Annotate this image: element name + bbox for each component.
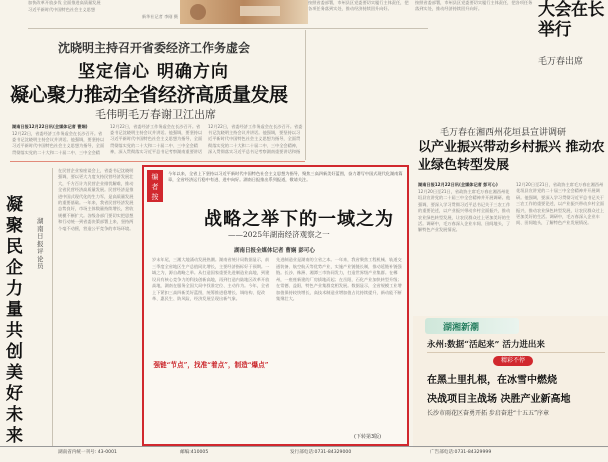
feature-byline: 湖南日报全媒体记者 曹娴 彭可心 [234,248,315,254]
commentary-label: 湖南日报评论员 [37,217,44,270]
feature-body-left: 岁末年尾，三湘大地涌动发展热潮。湖南省统计局数据显示，前三季度全省地区生产总值同比增长，主要经济指标好于预期。一域之为，源自战略之举。从打造国家重要先进制造业高地，到建设具有核心竞争力的科技创新高地，再到打造内陆地区改革开放高地，湖南在服务全国大局中找准定位、主动作为。今年，全省上下紧扣三高四新美好蓝图，统筹推进稳增长、调结构、促改革、惠民生、防风险，经济发展呈现出新气象。 [152,257,270,301]
feature-continued: (下转第3版) [354,434,382,440]
left-lead-body: 在民营企业家座谈会上，省委书记沈晓明强调，要以更大力度支持民营经济发展壮大，千方百计为民营企业排忧解难，推动全省民营经济高质量发展。民营经济是推进中国式现代化的生力军，是高质量发展的重要基础。一年来，我省民营经济发展态势良好，市场主体数量持续增长，营收规模不断扩大。各级各部门要切实把思想和行动统一到省委决策部署上来，坚持两个毫不动摇，营造公平竞争的市场环境。 [58,168,134,231]
promo-item-4[interactable]: 长沙市雨花区奋勇开拓 步启奋进“十五五”序章 [427,410,550,417]
footer-item: 邮编:410005 [180,450,209,455]
promo-box [413,316,608,448]
feature-headline: 战略之举下的一域之为 [204,209,394,230]
feature-subtitle: ——2025年湖南经济观察之一 [228,230,330,239]
story2-body-col2: 12月20日至21日，省政协主席毛万春在湘西州花垣县宣讲党的二十届三中全会精神并开展调研。他强调，要深入学习贯彻习近平总书记关于三农工作的重要论述，以产业振兴带动乡村全面振兴，推动农业绿色转型发展，让农民群众过上更加美好的生活。调研中，毛万春深入企业车间、田间地头，了解特色产业发展情况。 [516,182,604,226]
top-strip-line: 习近平新时代中国特色社会主义思想 [28,7,96,12]
footer [0,446,608,457]
commentary-headline-text: 凝聚民企力量 共创美好未来 [6,195,23,446]
story2-body-col1: 12月20日至21日，省政协主席毛万春在湘西州花垣县宣讲党的二十届三中全会精神并开展调研。他强调，要深入学习贯彻习近平总书记关于三农工作的重要论述，以产业振兴带动乡村全面振兴，推动农业绿色转型发展，让农民群众过上更加美好的生活。调研中，毛万春深入企业车间、田间地头，了解特色产业发展情况。 [418,189,511,233]
promo-item-3[interactable]: 决战项目主战场 决胜产业新高地 [427,394,571,405]
promo-logo-text: 湖湘新潮 [443,323,480,333]
feature-section-head: 强链“节点”，找准“着点”，制造“爆点” [153,361,269,369]
footer-item: 湖南省内统一刊号: 43-0001 [58,450,117,455]
editor-note-text: 今年以来，全省上下坚持以习近平新时代中国特色社会主义思想为指导，聚焦三高四新美好蓝图，奋力谱写中国式现代化湖南篇章，全省经济运行稳中有进、进中向好。湖南日报推出系列报道，敬请关注。 [168,171,403,183]
story2-kicker: 毛万春在湘西州花垣县宣讲调研 [440,128,567,138]
promo-tag [493,356,533,366]
banner-headline: 大会在长举行 [538,0,604,40]
top-strip-line: 加快改革开放步伐 全面推进高质量发展 [28,0,101,5]
promo-item-1-rule [427,352,605,353]
main-headline-2: 凝心聚力推动全省经济高质量发展 [10,84,288,106]
main-headline-1: 坚定信心 明确方向 [78,62,229,82]
commentary-headline [6,195,32,447]
main-body-col2: 12月22日，省委经济工作务虚会在长沙召开。省委书记沈晓明主持会议并讲话。他强调，要坚持以习近平新时代中国特色社会主义思想为指导，全面贯彻落实党的二十大和二十届二中、三中全会精神，深入贯彻落实习近平总书记考察湖南重要讲话 [110,124,203,154]
promo-item-1[interactable]: 永州:数据“活起来” 活力进出来 [427,340,545,350]
main-body-col3: 12月22日，省委经济工作务虚会在长沙召开。省委书记沈晓明主持会议并讲话。他强调，要坚持以习近平新时代中国特色社会主义思想为指导，全面贯彻落实党的二十大和二十届二中、三中全会精神，深入贯彻落实习近平总书记考察湖南重要讲话和指 [208,124,303,154]
main-body-col1: 12月22日，省委经济工作务虚会在长沙召开。省委书记沈晓明主持会议并讲话。他强调，要坚持以习近平新时代中国特色社会主义思想为指导，全面贯彻落实党的二十大和二十届二中、三中全会精 [12,131,105,155]
right-top-body-2: 按照省委部署，市州县区党委要切实履行主体责任，把各项任务落到实处，推动经济持续回升向好。 [415,0,533,12]
banner [538,0,608,120]
story2-headline: 以产业振兴带动乡村振兴 推动农业绿色转型发展 [418,140,605,173]
editor-note-label: 编者按 [151,173,159,201]
main-dateline: 湖南日报12月22日讯(全媒体记者 曹娴) [12,124,88,129]
promo-logo[interactable] [425,318,519,334]
footer-item: 广告部电话:0731-84329999 [430,450,492,455]
feature-box [142,165,409,446]
promo-item-2[interactable]: 在黑土里扎根，在冰雪中燃烧 [427,375,557,386]
feature-body-right: 先进制造业是湖南的立省之本。一年来，我省聚焦工程机械、轨道交通装备、航空航天等优势产业，实施产业链链长制，推动延链补链强链。长沙、株洲、湘潭三市协同发力，打造世界级产业集群。在郴州，一座座新建的厂房拔地而起；在岳阳，石化产业加快转型升级；在常德、益阳，特色产业集群竞相发展。数据显示，全省规模工业增加值保持较快增长，高技术制造业增加值占比持续提升，新动能不断集聚壮大。 [276,257,402,301]
story-rule [10,161,305,162]
photo-credit: 新华社记者 李刚 摄 [141,14,178,19]
top-story-strip [28,0,178,24]
footer-item: 发行部电话:0731-84329000 [290,450,352,455]
main-subline: 毛伟明毛万春谢卫江出席 [95,108,216,121]
editor-note-badge [147,170,163,202]
main-kicker: 沈晓明主持召开省委经济工作务虚会 [58,41,251,55]
top-photo [180,0,308,24]
story2-dateline: 湖南日报12月22日讯(全媒体记者 彭可心) [418,182,498,187]
promo-tag-text: 精彩不停 [500,357,525,364]
right-top-body-1: 按照省委部署，市州县区党委要切实履行主体责任，把各项任务落到实处，推动经济持续回升向好。 [308,0,409,12]
banner-subline: 毛万春出席 [538,57,584,67]
